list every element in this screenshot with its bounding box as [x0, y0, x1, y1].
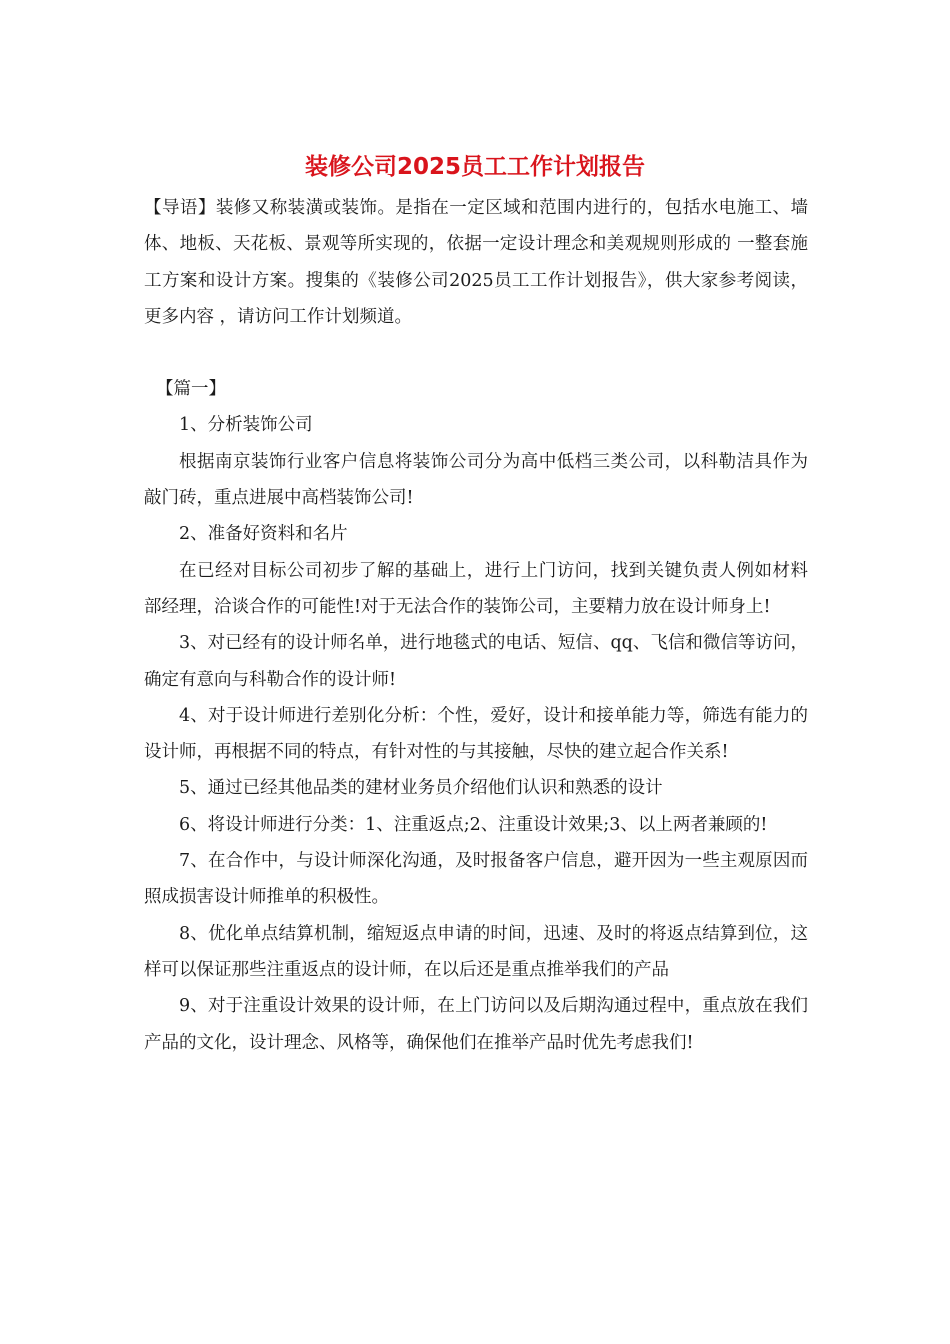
document-body: [144, 190, 808, 1061]
paragraph-item-8: 8、优化单点结算机制，缩短返点申请的时间，迅速、及时的将返点结算到位，这样可以保证那些注重返点的设计师，在以后还是重点推举我们的产品: [144, 923, 808, 980]
intro-paragraph: 【导语】装修又称装潢或装饰。是指在一定区域和范围内进行的，包括水电施工、墙体、地板、天花板、景观等所实现的，依据一定设计理念和美观规则形成的 一整套施工方案和设计方案。搜集的《装修公司2025员工工作计划报告》，供大家参考阅读，更多内容 ，请访问工作计划频道。: [144, 198, 808, 327]
paragraph-body-1: 根据南京装饰行业客户信息将装饰公司分为高中低档三类公司，以科勒洁具作为敲门砖，重点进展中高档装饰公司!: [144, 451, 808, 509]
paragraph-item-4: 4、对于设计师进行差别化分析：个性，爱好，设计和接单能力等，筛选有能力的设计师，再根据不同的特点，有针对性的与其接触，尽快的建立起合作关系!: [144, 705, 808, 763]
paragraph-body-2: 在已经对目标公司初步了解的基础上，进行上门访问，找到关键负责人例如材料部经理，洽谈合作的可能性!对于无法合作的装饰公司，主要精力放在设计师身上!: [144, 560, 808, 617]
paragraph-item-5: 5、通过已经其他品类的建材业务员介绍他们认识和熟悉的设计: [179, 778, 663, 799]
paragraph-item-2: 2、准备好资料和名片: [179, 524, 348, 545]
paragraph-item-1: 1、分析装饰公司: [179, 415, 313, 436]
paragraph-item-9: 9、对于注重设计效果的设计师，在上门访问以及后期沟通过程中，重点放在我们产品的文化，设计理念、风格等，确保他们在推举产品时优先考虑我们!: [144, 996, 808, 1053]
paragraph-item-6: 6、将设计师进行分类：1、注重返点;2、注重设计效果;3、以上两者兼顾的!: [179, 814, 768, 835]
section-heading: 【篇一】: [156, 379, 226, 400]
paragraph-item-7: 7、在合作中，与设计师深化沟通，及时报备客户信息，避开因为一些主观原因而照成损害设计师推单的积极性。: [144, 851, 808, 908]
document-title: 装修公司2025员工工作计划报告: [304, 154, 645, 180]
paragraph-item-3: 3、对已经有的设计师名单，进行地毯式的电话、短信、qq、飞信和微信等访问，确定有意向与科勒合作的设计师!: [144, 633, 808, 690]
